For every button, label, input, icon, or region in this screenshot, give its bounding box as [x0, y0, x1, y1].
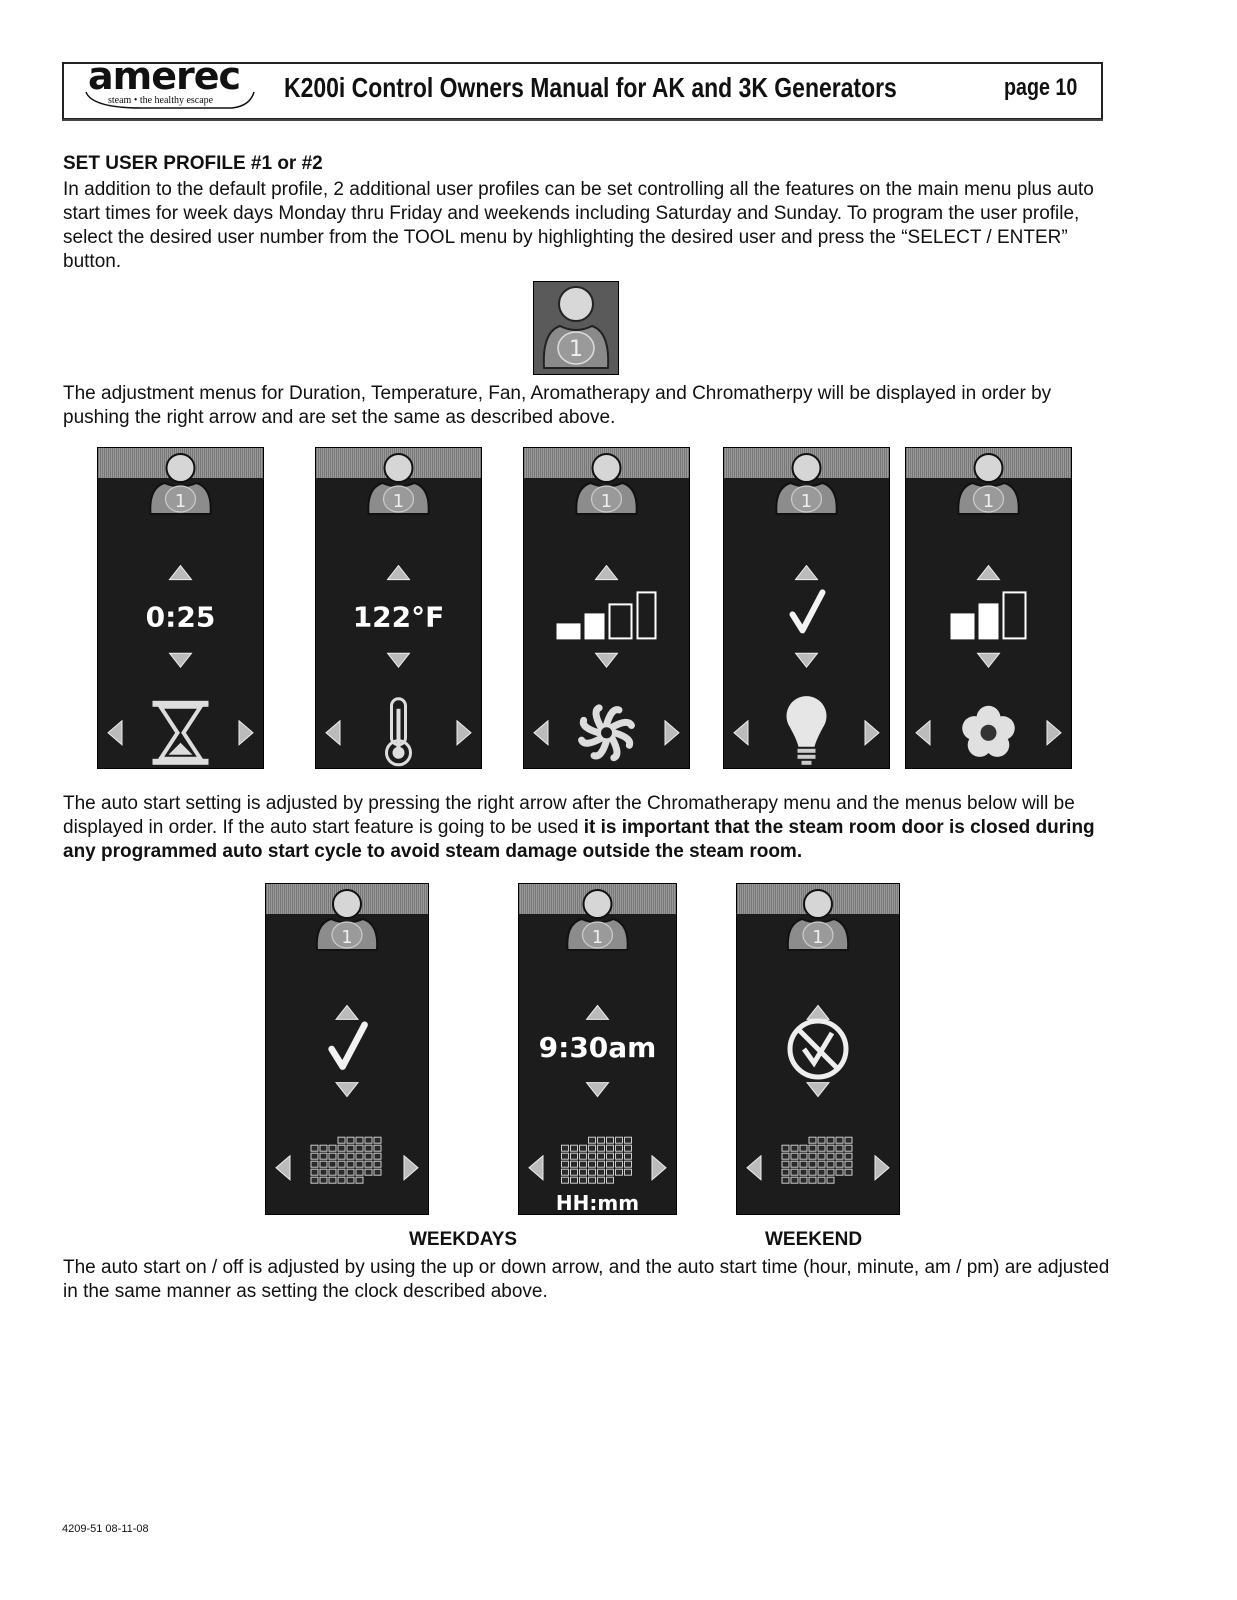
weekend-label: WEEKEND: [765, 1229, 863, 1250]
up-arrow-icon[interactable]: [170, 566, 192, 580]
document-code: 4209-51 08-11-08: [62, 1523, 149, 1535]
user-profile-screen: [533, 281, 619, 375]
level-bar: [980, 604, 998, 638]
user-badge-icon: [150, 454, 210, 514]
down-arrow-icon[interactable]: [807, 1083, 829, 1097]
level-bar: [586, 614, 604, 638]
level-bar: [952, 614, 974, 638]
level-bar: [558, 624, 580, 638]
logo-tagline: steam • the healthy escape: [108, 95, 214, 106]
calendar-icon: [562, 1137, 632, 1183]
user-badge-icon: [776, 454, 836, 514]
svg-text:1: 1: [600, 491, 613, 512]
check-icon: [793, 592, 823, 630]
page-header: [62, 54, 1103, 120]
svg-text:1: 1: [174, 491, 187, 512]
right-arrow-icon[interactable]: [865, 721, 879, 745]
auto-start-warning: it is important that the steam room door is closed during any programmed auto start cycle to avoid steam damage outside the steam room.: [63, 817, 1095, 862]
user-badge-icon: [958, 454, 1018, 514]
right-arrow-icon[interactable]: [1047, 721, 1061, 745]
right-arrow-icon[interactable]: [875, 1156, 889, 1180]
svg-text:1: 1: [392, 491, 405, 512]
up-arrow-icon[interactable]: [807, 1005, 829, 1019]
svg-text:1: 1: [591, 927, 604, 948]
down-arrow-icon[interactable]: [796, 653, 818, 667]
check-icon: [332, 1025, 365, 1067]
level-bar: [638, 592, 656, 638]
level-bar: [610, 604, 632, 638]
up-arrow-icon[interactable]: [596, 566, 618, 580]
header-rule: [62, 119, 1103, 121]
right-arrow-icon[interactable]: [652, 1156, 666, 1180]
screen-value: 122°F: [352, 600, 445, 634]
user-badge-icon: [317, 890, 377, 950]
adjust-paragraph: The adjustment menus for Duration, Temperature, Fan, Aromatherapy and Chromatherpy will be displayed in order by pushing the right arrow and are set the same as described above.: [63, 383, 1052, 428]
up-arrow-icon[interactable]: [388, 566, 410, 580]
off-icon: [790, 1021, 846, 1077]
level-bar: [1004, 592, 1026, 638]
left-arrow-icon[interactable]: [916, 721, 930, 745]
right-arrow-icon[interactable]: [404, 1156, 418, 1180]
up-arrow-icon[interactable]: [336, 1005, 358, 1019]
down-arrow-icon[interactable]: [388, 653, 410, 667]
control-screen-row1-5: [905, 447, 1072, 769]
page-number: page 10: [1004, 74, 1078, 101]
screen-value: 9:30am: [538, 1031, 657, 1064]
up-arrow-icon[interactable]: [978, 566, 1000, 580]
svg-text:1: 1: [569, 337, 583, 362]
control-screen-row1-2: [315, 447, 482, 769]
screen-value: 0:25: [145, 600, 216, 634]
document-title: K200i Control Owners Manual for AK and 3K Generators: [284, 72, 897, 103]
hourglass-icon: [153, 701, 209, 765]
section-heading: SET USER PROFILE #1 or #2: [63, 153, 323, 174]
control-screen-row1-3: [523, 447, 690, 769]
logo-text: amerec: [88, 54, 241, 98]
left-arrow-icon[interactable]: [534, 721, 548, 745]
left-arrow-icon[interactable]: [734, 721, 748, 745]
auto-start-text: The auto start setting is adjusted by pressing the right arrow after the Chromatherapy menu and the menus below will be displayed in order. If the auto start feature is going to be used: [63, 793, 1075, 838]
up-arrow-icon[interactable]: [796, 566, 818, 580]
left-arrow-icon[interactable]: [108, 721, 122, 745]
closing-paragraph: The auto start on / off is adjusted by using the up or down arrow, and the auto start time (hour, minute, am / pm) are adjusted in the same manner as setting the clock described above.: [63, 1257, 1110, 1302]
left-arrow-icon[interactable]: [747, 1156, 761, 1180]
left-arrow-icon[interactable]: [529, 1156, 543, 1180]
user-badge-icon: [576, 454, 636, 514]
up-arrow-icon[interactable]: [587, 1005, 609, 1019]
fan-icon: [582, 708, 632, 758]
control-screen-row1-1: [97, 447, 264, 769]
thermometer-icon: [387, 699, 411, 765]
right-arrow-icon[interactable]: [239, 721, 253, 745]
user-badge-icon: [567, 890, 627, 950]
control-screen-row2-3: [736, 883, 900, 1215]
flower-icon: [962, 706, 1015, 757]
amerec-logo: [82, 54, 257, 114]
calendar-icon: [311, 1137, 381, 1183]
left-arrow-icon[interactable]: [276, 1156, 290, 1180]
user-badge-icon: [788, 890, 848, 950]
weekdays-label: WEEKDAYS: [409, 1229, 518, 1250]
right-arrow-icon[interactable]: [457, 721, 471, 745]
svg-text:1: 1: [800, 491, 813, 512]
svg-text:1: 1: [341, 927, 353, 948]
svg-text:1: 1: [812, 927, 824, 948]
intro-paragraph: In addition to the default profile, 2 additional user profiles can be set controlling all the features on the main menu plus auto start times for week days Monday thru Friday and weekends including Saturday and Sunday. To program the user profile, select the desired user number from the TOOL menu by highlighting the desired user and press the “SELECT / ENTER” button.: [63, 179, 1094, 272]
auto-start-paragraph: [63, 792, 1113, 864]
down-arrow-icon[interactable]: [336, 1083, 358, 1097]
time-format-caption: HH:mm: [555, 1191, 640, 1214]
down-arrow-icon[interactable]: [596, 653, 618, 667]
down-arrow-icon[interactable]: [587, 1083, 609, 1097]
control-screen-row2-1: [265, 883, 429, 1215]
control-screen-row1-4: [723, 447, 890, 769]
user-profile-icon: [534, 282, 618, 374]
svg-text:1: 1: [982, 491, 995, 512]
down-arrow-icon[interactable]: [170, 653, 192, 667]
right-arrow-icon[interactable]: [665, 721, 679, 745]
down-arrow-icon[interactable]: [978, 653, 1000, 667]
left-arrow-icon[interactable]: [326, 721, 340, 745]
calendar-icon: [782, 1137, 852, 1183]
user-badge-icon: [368, 454, 428, 514]
light-bulb-icon: [787, 696, 827, 765]
control-screen-row2-2: [518, 883, 677, 1215]
